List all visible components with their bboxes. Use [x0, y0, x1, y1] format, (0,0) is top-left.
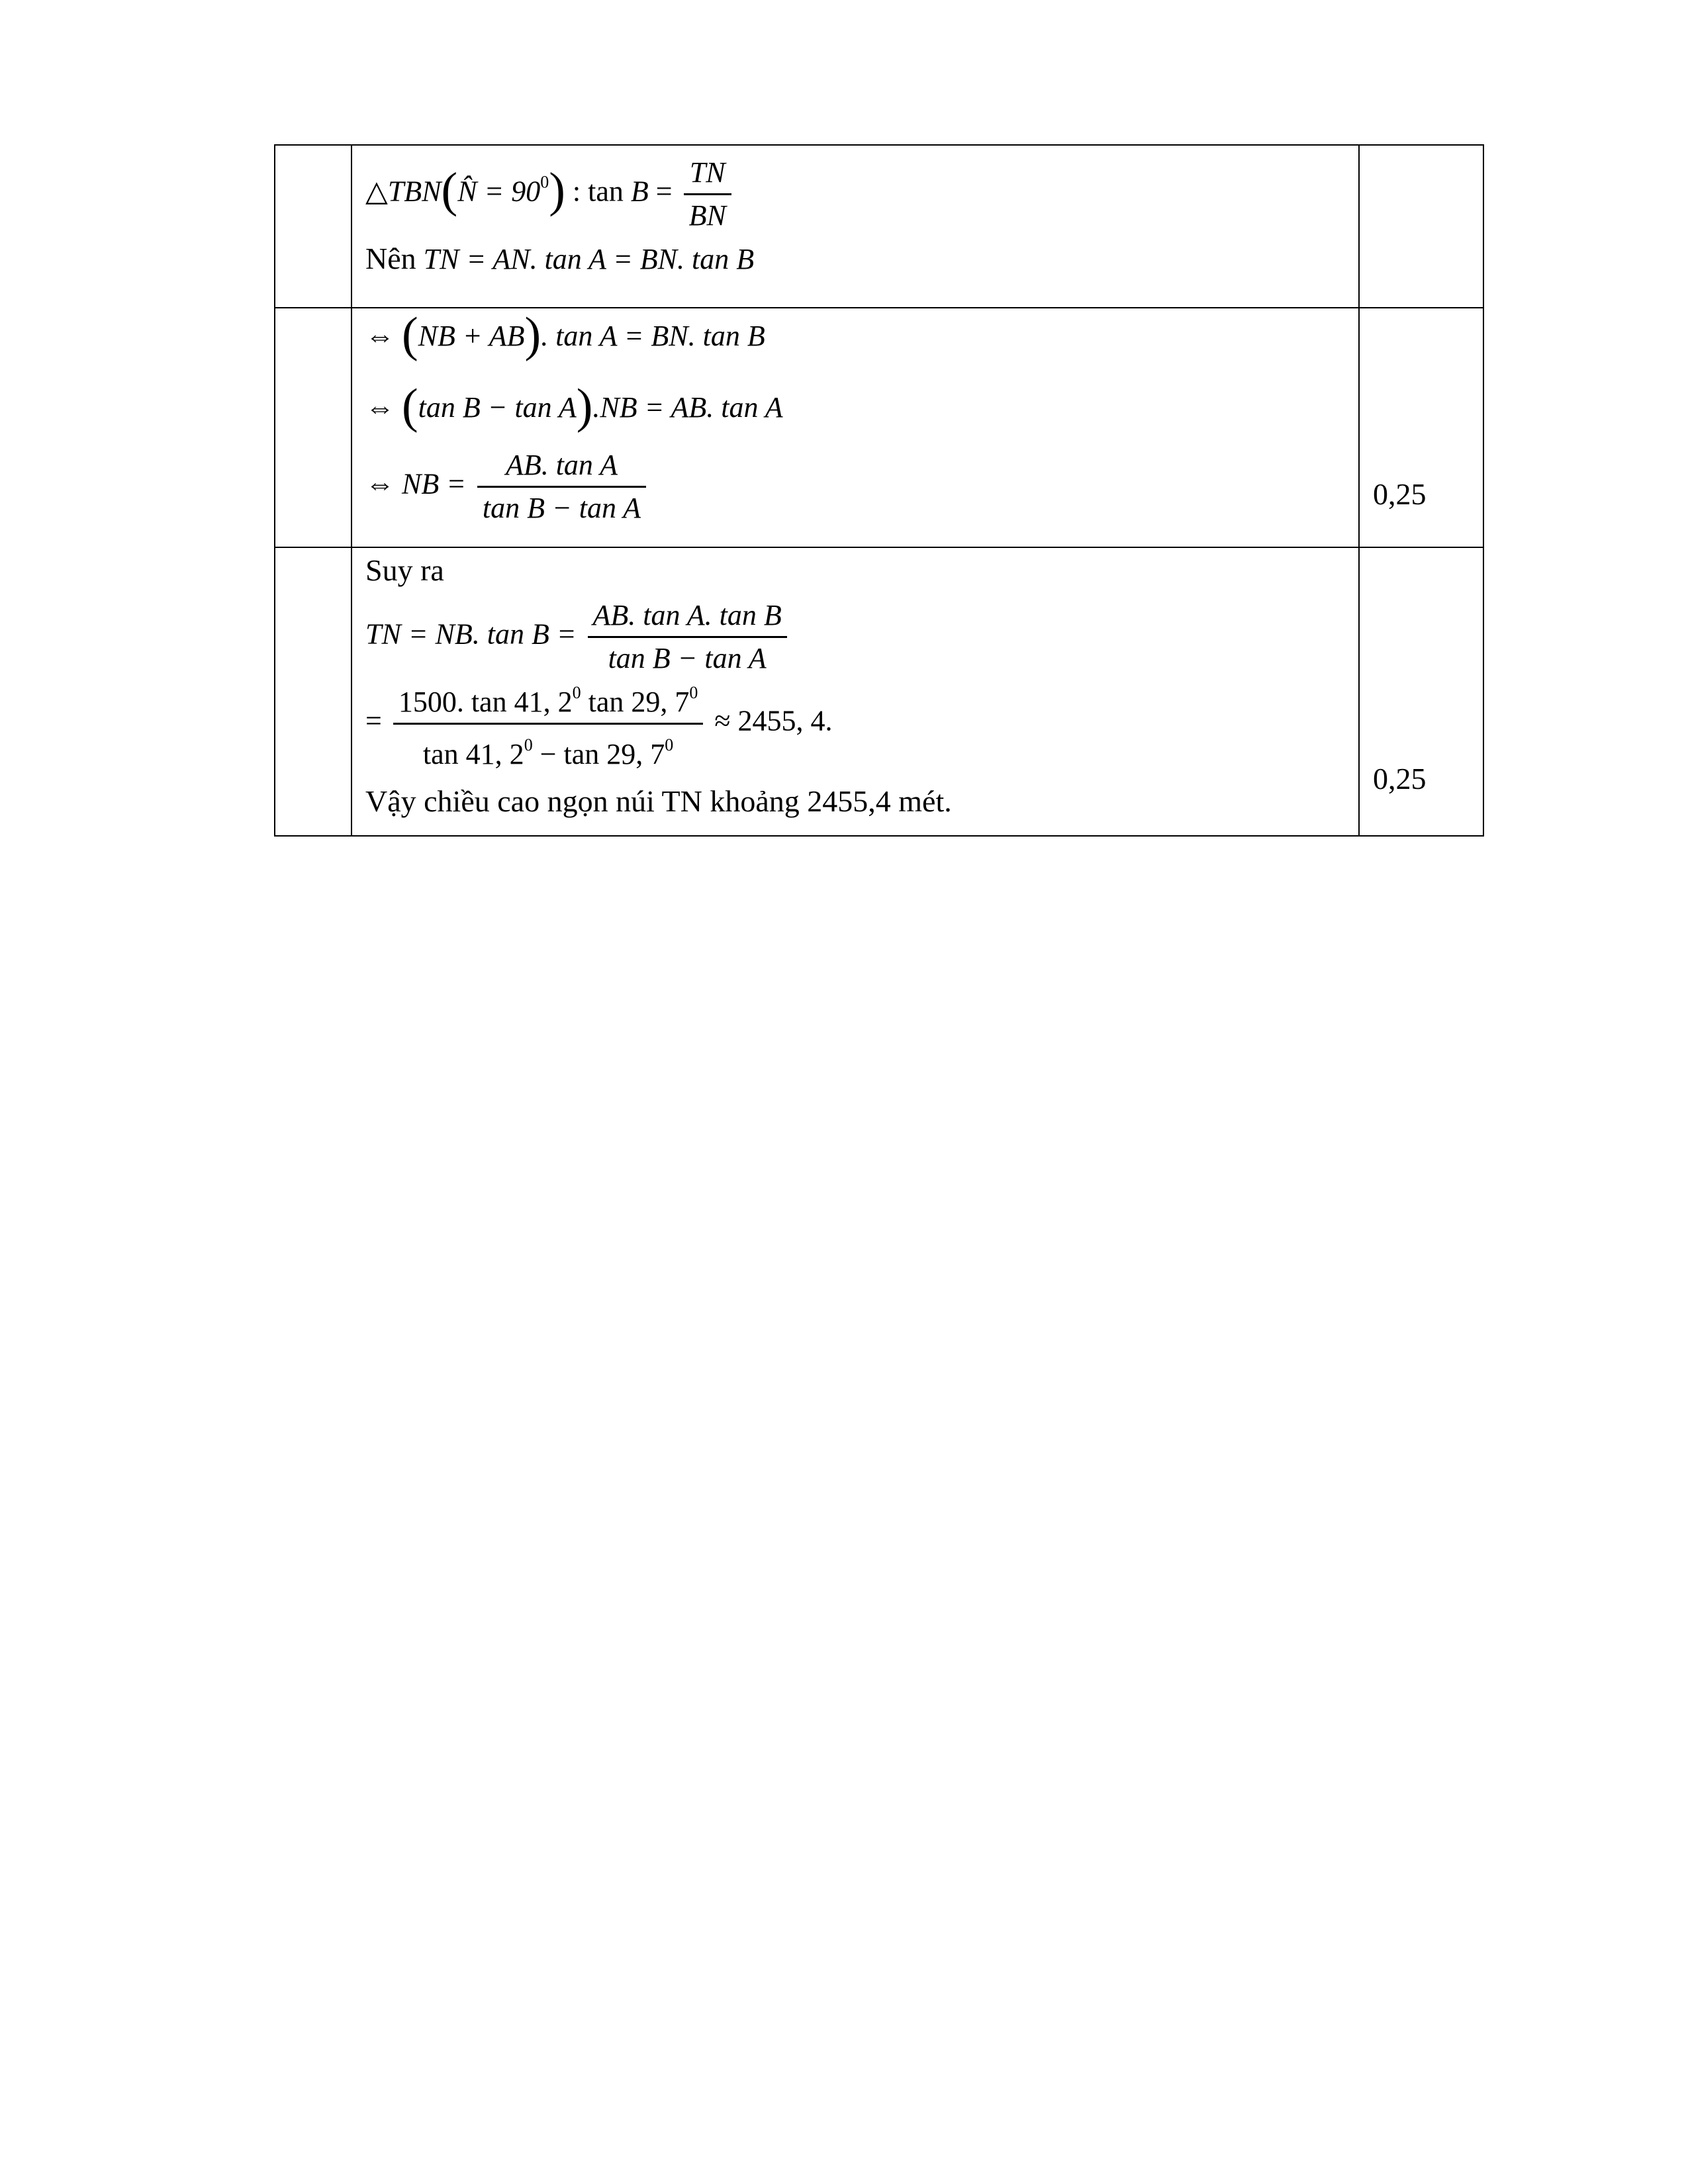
- solution-line: [365, 675, 1358, 772]
- numerator-part: 1500. tan 41, 2: [398, 686, 573, 718]
- score-cell: [1359, 547, 1483, 836]
- variable: B: [630, 175, 649, 208]
- solution-line: △TBN(N̂ = $90^0$) : tan B = $\frac{TN}{BN}$: [365, 155, 1358, 234]
- fraction-denominator: tan B − tan A: [482, 492, 641, 524]
- solution-line: ⇔ (NB + AB). tan A = BN. tan B: [365, 308, 765, 362]
- fraction: [684, 155, 731, 234]
- denominator-part: tan 41, 2: [422, 738, 524, 770]
- intro-text: Suy ra: [365, 553, 444, 587]
- math-expression: NB + AB: [418, 320, 525, 352]
- index-cell: [275, 145, 352, 308]
- degree-superscript: 0: [572, 683, 581, 702]
- math-expression: . tan A = BN. tan B: [541, 320, 765, 352]
- solution-line: [365, 447, 1358, 526]
- fraction-denominator: BN: [688, 199, 726, 232]
- tan-function: tan: [588, 175, 624, 208]
- index-cell: [275, 308, 352, 547]
- index-cell: [275, 547, 352, 836]
- score-cell: [1359, 308, 1483, 547]
- degree-superscript: 0: [524, 735, 533, 754]
- fraction-numerator: AB. tan A. tan B: [588, 598, 787, 638]
- degree-superscript: 0: [665, 735, 674, 754]
- degree-superscript: 0: [689, 683, 698, 702]
- table-row: [275, 145, 1483, 308]
- fraction: [588, 598, 787, 676]
- denominator-part: − tan 29, 7: [532, 738, 665, 770]
- grading-table: [274, 144, 1484, 837]
- score-value: 0,25: [1373, 477, 1427, 511]
- separator: :: [572, 175, 581, 208]
- iff-symbol: ⇔: [365, 467, 395, 500]
- table-row: [275, 547, 1483, 836]
- fraction-numerator: AB. tan A: [477, 447, 646, 488]
- solution-line: [365, 782, 1358, 822]
- solution-line: ⇔ (tan B − tan A).NB = AB. tan A: [365, 379, 783, 433]
- math-expression: ≈ 2455, 4.: [714, 704, 833, 737]
- solution-line: [365, 239, 1358, 279]
- numerator-part: tan 29, 7: [581, 686, 690, 718]
- equals-sign: =: [655, 175, 673, 208]
- iff-symbol: ⇔: [365, 391, 395, 424]
- math-expression: NB =: [402, 467, 466, 500]
- solution-cell: [352, 308, 1359, 547]
- triangle-label: △TBN: [365, 175, 442, 208]
- fraction-denominator: [393, 725, 704, 772]
- solution-cell: [352, 547, 1359, 836]
- solution-line: [365, 598, 1358, 676]
- fraction-numerator: [393, 675, 704, 725]
- score-value: 0,25: [1373, 762, 1427, 796]
- fraction-denominator: tan B − tan A: [608, 642, 767, 674]
- conclusion-text: Vậy chiều cao ngọn núi TN khoảng 2455,4 mét.: [365, 784, 952, 818]
- math-expression: tan B − tan A: [418, 391, 577, 424]
- fraction-numerator: TN: [684, 155, 731, 195]
- fraction: [393, 675, 704, 772]
- fraction: [477, 447, 646, 526]
- score-cell: [1359, 145, 1483, 308]
- conclusion-word: Nên: [365, 242, 416, 275]
- solution-line: [365, 551, 1358, 591]
- degree-superscript: 0: [540, 172, 549, 192]
- table-row: [275, 308, 1483, 547]
- iff-symbol: ⇔: [365, 320, 395, 352]
- math-expression: .NB = AB. tan A: [592, 391, 783, 424]
- math-expression: TN = AN. tan A = BN. tan B: [423, 243, 755, 275]
- math-expression: TN = NB. tan B =: [365, 617, 577, 651]
- solution-cell: [352, 145, 1359, 308]
- equals-sign: =: [365, 704, 382, 737]
- angle-expression: N̂ = 90: [457, 175, 541, 208]
